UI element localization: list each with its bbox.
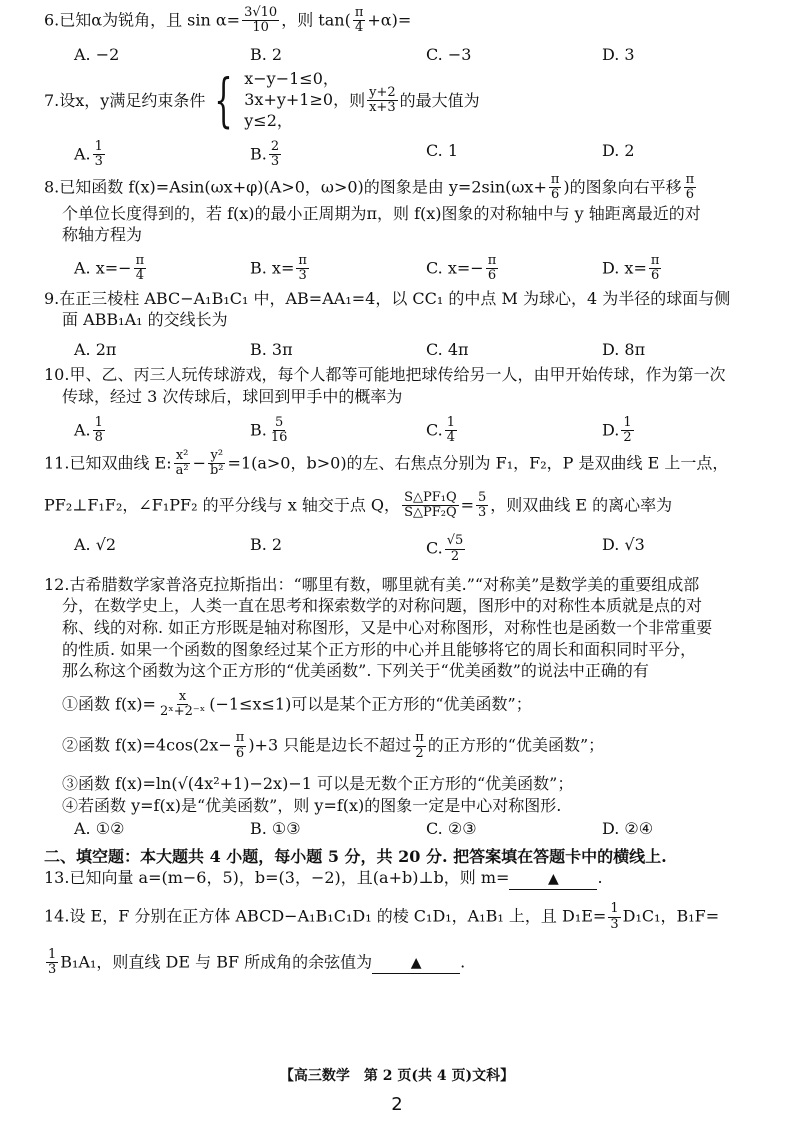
option-d: D. ②④ (602, 819, 654, 839)
option-a: A. ①② (74, 819, 125, 839)
question-12: 12.古希腊数学家普洛克拉斯指出：“哪里有数，哪里就有美.”“对称美”是数学美的重要组成部 分，在数学史上，人类一直在思考和探索数学的对称问题，图形中的对称性本质就是点的对 称、线的对称. 如正方形既是轴对称图形，又是中心对称图形，对称性也是函数一个非常重要 的性质. 如果一个函数的图象经过某个正方形的中心并且能够将它的周长和面积同时平分， 那么称这个函数为这个正方形的“优美函数”. 下列关于“优美函数”的说法中正确的有 ①函数 f(x)= $\frac{x}{\text{2ˣ+2⁻ˣ}}$ (−1≤x≤1)可以是某个正方形的“优美函数”； ②函数 f(x)=4cos(2x− $\frac{\pi}{6}$ )+3 只能是边长不超过 $\frac{\pi}{2}$ 的正方形的“优美函数”； ③函数 f(x)=ln(√(4x²+1)−2x)−1 可以是无数个正方形的“优美函数”； ④若函数 y=f(x)是“优美函数”，则 y=f(x)的图象一定是中心对称图形. A. ①② B. ①③ C. ②③ D. ②④ (44, 574, 766, 840)
fraction: $\frac{\pi}{4}$ (354, 5, 364, 36)
option-b: B. $\frac{2}{3}$ (250, 138, 280, 169)
statement-4: ④若函数 y=f(x)是“优美函数”，则 y=f(x)的图象一定是中心对称图形. (62, 795, 562, 815)
page-footer: 【高三数学 第 2 页(共 4 页)文科】 (279, 1068, 515, 1084)
option-c: C. $\frac{√5}{2}$ (426, 533, 464, 564)
option-d: D. 8π (602, 339, 646, 359)
option-a: A. $\frac{1}{8}$ (74, 414, 103, 445)
exam-page: 6.已知α为锐角，且 sin α= $\frac{3√10}{10}$ ，则 tan( $\frac{\pi}{4}$ +α)= A. −2 B. 2 C. −3 D. 3 7.设x，y满足约束条件 { x−y−1≤0， 3x+y+1≥0， y≤2， 则 $\frac{y+2}{x+3}$ 的最大值为 A. $\frac{1}{3}$ B. $\frac{2}{3}$ C. 1 D. 2 8.已知函数 f(x)=Asin(ωx+φ)(A>0，ω>0)的图象是由 y=2sin(ωx+ $\frac{\pi}{6}$ )的图象向右平移 $\frac{\pi}{6}$ 个单位长度得到的，若 f(x)的最小正周期为π，则 f(x)图象的对称轴中与 y 轴距离最近的对 称轴方程为 A. x=− $\frac{\pi}{4}$ B. x= $\frac{\pi}{3}$ C. x=− $\frac{\pi}{6}$ D. x= $\frac{\pi}{6}$ 9.在正三棱柱 ABC−A₁B₁C₁ 中，AB=AA₁=4，以 CC₁ 的中点 M 为球心，4 为半径的球面与侧 面 ABB₁A₁ 的交线长为 A. 2π B. 3π C. 4π D. 8π 10.甲、乙、丙三人玩传球游戏，每个人都等可能地把球传给另一人，由甲开始传球，作为第一次 传球，经过 3 次传球后，球回到甲手中的概率为 A. $\frac{1}{8}$ B. $\frac{5}{16}$ C. $\frac{1}{4}$ D. $\frac{1}{2}$ 11.已知双曲线 E: $\frac{\text{x²}}{\text{a²}}$ − $\frac{\text{y²}}{\text{b²}}$ =1(a>0，b>0)的左、右焦点分别为 F₁，F₂，P 是双曲线 E 上一点， PF₂⊥F₁F₂，∠F₁PF₂ 的平分线与 x 轴交于点 Q， $\frac{\text{S△PF₁Q}}{\text{S△PF₂Q}}$ = $\frac{5}{3}$ ，则双曲线 E 的离心率为 A. √2 B. 2 C. $\frac{√5}{2}$ D. √3 12.古希腊数学家普洛克拉斯指出：“哪里有数，哪里就有美.”“对称美”是数学美的重要组成部 分，在数学史上，人类一直在思考和探索数学的对称问题，图形中的对称性本质就是点的对 称、线的对称. 如正方形既是轴对称图形，又是中心对称图形，对称性也是函数一个非常重要 的性质. 如果一个函数的图象经过某个正方形的中心并且能够将它的周长和面积同时平分， 那么称这个函数为这个正方形的“优美函数”. 下列关于“优美函数”的说法中正确的有 ①函数 f(x)= $\frac{x}{\text{2ˣ+2⁻ˣ}}$ (−1≤x≤1)可以是某个正方形的“优美函数”； ②函数 f(x)=4cos(2x− $\frac{\pi}{6}$ )+3 只能是边长不超过 $\frac{\pi}{2}$ 的正方形的“优美函数”； ③函数 f(x)=ln(√(4x²+1)−2x)−1 可以是无数个正方形的“优美函数”； ④若函数 y=f(x)是“优美函数”，则 y=f(x)的图象一定是中心对称图形. A. ①② B. ①③ C. ②③ D. ②④ 二、填空题：本大题共 4 小题，每小题 5 分，共 20 分. 把答案填在答题卡中的横线上. 13.已知向量 a=(m−6，5)，b=(3，−2)，且(a+b)⊥b，则 m= ▲ . 14.设 E，F 分别在正方体 ABCD−A₁B₁C₁D₁ 的棱 C₁D₁，A₁B₁ 上，且 D₁E= $\frac{1}{3}$ D₁C₁，B₁F= $\frac{1}{3}$ B₁A₁，则直线 DE 与 BF 所成角的余弦值为 ▲ . (44, 6, 766, 978)
question-10-options (44, 416, 766, 446)
question-7-options (44, 140, 766, 170)
question-11-options (44, 534, 766, 564)
statement-2: ②函数 f(x)=4cos(2x− $\frac{\pi}{6}$ )+3 只能是边长不超过 $\frac{\pi}{2}$ 的正方形的“优美函数”； (62, 730, 605, 761)
option-b: B. 2 (250, 535, 283, 555)
triangle-icon: ▲ (410, 955, 422, 972)
question-9: 9.在正三棱柱 ABC−A₁B₁C₁ 中，AB=AA₁=4，以 CC₁ 的中点 M 为球心，4 为半径的球面与侧 (44, 288, 731, 308)
question-14: 14.设 E，F 分别在正方体 ABCD−A₁B₁C₁D₁ 的棱 C₁D₁，A₁B₁ 上，且 D₁E= $\frac{1}{3}$ D₁C₁，B₁F= (44, 901, 720, 932)
option-a: A. 2π (74, 339, 117, 359)
option-d: D. √3 (602, 535, 645, 555)
question-8-options (44, 254, 766, 284)
option-a: A. $\frac{1}{3}$ (74, 138, 103, 169)
question-13: 13.已知向量 a=(m−6，5)，b=(3，−2)，且(a+b)⊥b，则 m= ▲ . (44, 867, 766, 890)
option-d: D. $\frac{1}{2}$ (602, 414, 632, 445)
statement-3: ③函数 f(x)=ln(√(4x²+1)−2x)−1 可以是无数个正方形的“优美函数”； (62, 774, 574, 794)
constraint-system: { x−y−1≤0， 3x+y+1≥0， y≤2， (214, 66, 350, 135)
question-9-options (44, 339, 766, 361)
answer-blank (509, 867, 597, 890)
option-a: A. −2 (74, 44, 120, 64)
option-c: C. −3 (426, 44, 472, 64)
option-c: C. 4π (426, 339, 469, 359)
question-12-options (44, 818, 766, 840)
option-a: A. x=− $\frac{\pi}{4}$ (74, 252, 145, 284)
option-b: B. 3π (250, 339, 293, 359)
option-d: D. 3 (602, 44, 635, 64)
option-b: B. $\frac{5}{16}$ (250, 414, 288, 445)
question-6-options (44, 44, 766, 66)
statement-1: ①函数 f(x)= $\frac{x}{\text{2ˣ+2⁻ˣ}}$ (−1≤x≤1)可以是某个正方形的“优美函数”； (62, 688, 532, 720)
triangle-icon: ▲ (548, 871, 559, 888)
option-a: A. √2 (74, 535, 117, 555)
option-b: B. 2 (250, 44, 283, 64)
option-b: B. ①③ (250, 819, 301, 839)
page-number: 2 (391, 1094, 403, 1115)
question-11: 11.已知双曲线 E: $\frac{\text{x²}}{\text{a²}}$ − $\frac{\text{y²}}{\text{b²}}$ =1(a>0，b>0)的左、右焦点分别为 F₁，F₂，P 是双曲线 E 上一点， (44, 448, 729, 479)
question-8: 8.已知函数 f(x)=Asin(ωx+φ)(A>0，ω>0)的图象是由 y=2sin(ωx+ $\frac{\pi}{6}$ )的图象向右平移 $\frac{\pi}{6}$ (44, 172, 695, 203)
option-d: D. x= $\frac{\pi}{6}$ (602, 252, 660, 284)
option-c: C. ②③ (426, 819, 477, 839)
fraction: $\frac{y+2}{x+3}$ (369, 84, 396, 115)
question-6: 6.已知α为锐角，且 sin α= $\frac{3√10}{10}$ ，则 tan( $\frac{\pi}{4}$ +α)= (44, 5, 412, 36)
option-d: D. 2 (602, 140, 635, 160)
option-c: C. $\frac{1}{4}$ (426, 414, 456, 445)
option-b: B. x= $\frac{\pi}{3}$ (250, 252, 307, 284)
question-10: 10.甲、乙、丙三人玩传球游戏，每个人都等可能地把球传给另一人，由甲开始传球，作为第一次 (44, 365, 726, 385)
fraction: $\frac{3√10}{10}$ (244, 5, 278, 36)
option-c: C. x=− $\frac{\pi}{6}$ (426, 252, 497, 284)
section-title: 二、填空题：本大题共 4 小题，每小题 5 分，共 20 分. 把答案填在答题卡中的横线上. (44, 846, 667, 866)
option-c: C. 1 (426, 140, 459, 160)
answer-blank (372, 951, 460, 974)
question-7: 7.设x，y满足约束条件 { x−y−1≤0， 3x+y+1≥0， y≤2， 则 $\frac{y+2}{x+3}$ 的最大值为 (44, 66, 480, 135)
